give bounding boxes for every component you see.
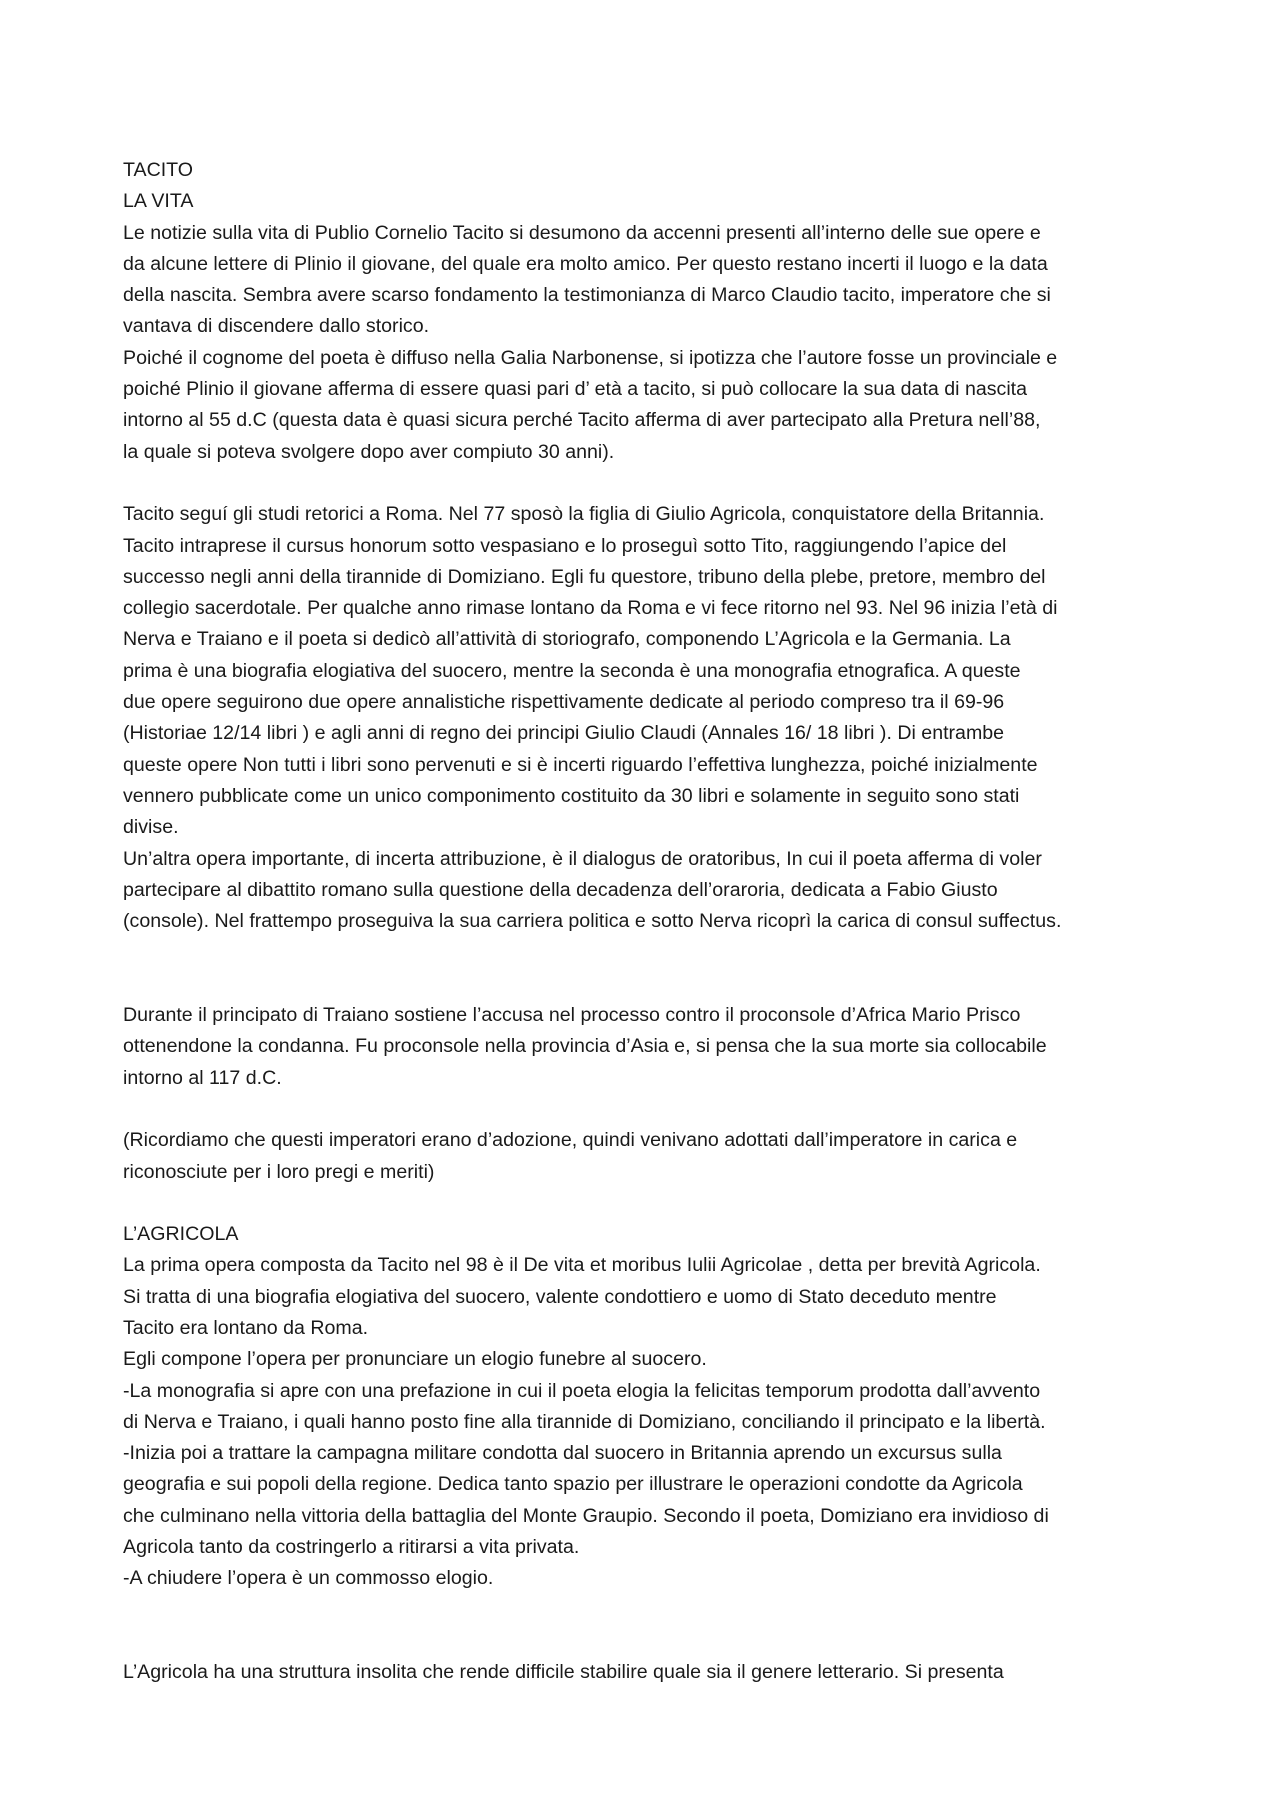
blank-line xyxy=(123,937,1173,1000)
text-line: Poiché il cognome del poeta è diffuso nella Galia Narbonense, si ipotizza che l’autore fosse un provinciale e xyxy=(123,346,1058,369)
paragraph-2 xyxy=(123,343,1173,468)
paragraph-7 xyxy=(123,1250,1173,1594)
text-line: intorno al 117 d.C. xyxy=(123,1066,282,1089)
text-line: di Nerva e Traiano, i quali hanno posto fine alla tirannide di Domiziano, conciliando il principato e la libertà. xyxy=(123,1410,1046,1433)
text-line: (console). Nel frattempo proseguiva la sua carriera politica e sotto Nerva ricoprì la carica di consul suffectus. xyxy=(123,910,1062,933)
text-line: Durante il principato di Traiano sostiene l’accusa nel processo contro il proconsole d’Africa Mario Prisco xyxy=(123,1004,1021,1027)
text-line: riconosciute per i loro pregi e meriti) xyxy=(123,1160,435,1183)
text-line: Tacito intraprese il cursus honorum sotto vespasiano e lo proseguì sotto Tito, raggiungendo l’apice del xyxy=(123,534,1007,557)
text-line: -A chiudere l’opera è un commosso elogio. xyxy=(123,1567,494,1590)
text-line: La prima opera composta da Tacito nel 98 è il De vita et moribus Iulii Agricolae , detta per brevità Agricola. xyxy=(123,1254,1041,1277)
text-line: L’Agricola ha una struttura insolita che rende difficile stabilire quale sia il genere letterario. Si presenta xyxy=(123,1661,1004,1684)
paragraph-8 xyxy=(123,1657,1173,1688)
section-heading-agricola: L’AGRICOLA xyxy=(123,1223,239,1246)
text-line: -Inizia poi a trattare la campagna militare condotta dal suocero in Britannia aprendo un excursus sulla xyxy=(123,1442,1002,1465)
text-line: vantava di discendere dallo storico. xyxy=(123,315,430,338)
paragraph-5 xyxy=(123,1000,1173,1094)
blank-line xyxy=(123,1595,1173,1658)
text-line: prima è una biografia elogiativa del suocero, mentre la seconda è una monografia etnografica. A queste xyxy=(123,659,1021,682)
text-line: divise. xyxy=(123,816,179,839)
paragraph-3 xyxy=(123,499,1173,843)
text-line: geografia e sui popoli della regione. Dedica tanto spazio per illustrare le operazioni condotte da Agricola xyxy=(123,1473,1023,1496)
document-title: TACITO xyxy=(123,159,194,181)
text-line: che culminano nella vittoria della battaglia del Monte Graupio. Secondo il poeta, Domiziano era invidioso di xyxy=(123,1504,1049,1527)
text-line: queste opere Non tutti i libri sono pervenuti e si è incerti riguardo l’effettiva lunghezza, poiché inizialmente xyxy=(123,753,1038,776)
text-line: vennero pubblicate come un unico componimento costituito da 30 libri e solamente in seguito sono stati xyxy=(123,784,1020,807)
text-line: da alcune lettere di Plinio il giovane, del quale era molto amico. Per questo restano incerti il luogo e la data xyxy=(123,252,1048,275)
text-line: -La monografia si apre con una prefazione in cui il poeta elogia la felicitas temporum prodotta dall’avvento xyxy=(123,1379,1041,1402)
text-line: (Historiae 12/14 libri ) e agli anni di regno dei principi Giulio Claudi (Annales 16/ 18 libri ). Di entrambe xyxy=(123,722,1005,745)
text-line: due opere seguirono due opere annalistiche rispettivamente dedicate al periodo compreso tra il 69-96 xyxy=(123,691,1005,714)
text-line: partecipare al dibattito romano sulla questione della decadenza dell’oraroria, dedicata a Fabio Giusto xyxy=(123,878,998,901)
text-line: Le notizie sulla vita di Publio Cornelio Tacito si desumono da accenni presenti all’interno delle sue opere e xyxy=(123,221,1041,244)
text-line: Si tratta di una biografia elogiativa del suocero, valente condottiero e uomo di Stato deceduto mentre xyxy=(123,1285,997,1308)
document-page xyxy=(123,155,1173,1689)
text-line: Tacito era lontano da Roma. xyxy=(123,1316,369,1339)
paragraph-4 xyxy=(123,844,1173,938)
paragraph-1 xyxy=(123,218,1173,343)
text-line: Nerva e Traiano e il poeta si dedicò all’attività di storiografo, componendo L’Agricola e la Germania. La xyxy=(123,628,1011,651)
text-line: la quale si poteva svolgere dopo aver compiuto 30 anni). xyxy=(123,440,615,463)
text-line: ottenendone la condanna. Fu proconsole nella provincia d’Asia e, si pensa che la sua morte sia collocabile xyxy=(123,1035,1047,1058)
text-line: poiché Plinio il giovane afferma di essere quasi pari d’ età a tacito, si può collocare la sua data di nascita xyxy=(123,378,1028,401)
text-line: Agricola tanto da costringerlo a ritirarsi a vita privata. xyxy=(123,1536,580,1559)
text-line: successo negli anni della tirannide di Domiziano. Egli fu questore, tribuno della plebe, pretore, membro del xyxy=(123,565,1046,588)
text-line: Un’altra opera importante, di incerta attribuzione, è il dialogus de oratoribus, In cui il poeta afferma di voler xyxy=(123,847,1042,870)
text-line: intorno al 55 d.C (questa data è quasi sicura perché Tacito afferma di aver partecipato alla Pretura nell’88, xyxy=(123,409,1041,432)
paragraph-6 xyxy=(123,1125,1173,1188)
blank-line xyxy=(123,1094,1173,1125)
text-line: (Ricordiamo che questi imperatori erano d’adozione, quindi venivano adottati dall’imperatore in carica e xyxy=(123,1129,1018,1152)
text-line: della nascita. Sembra avere scarso fondamento la testimonianza di Marco Claudio tacito, imperatore che si xyxy=(123,284,1051,307)
blank-line xyxy=(123,468,1173,499)
section-heading-vita: LA VITA xyxy=(123,190,194,213)
text-line: collegio sacerdotale. Per qualche anno rimase lontano da Roma e vi fece ritorno nel 93. Nel 96 inizia l’età di xyxy=(123,597,1058,620)
text-line: Tacito seguí gli studi retorici a Roma. Nel 77 sposò la figlia di Giulio Agricola, conquistatore della Britannia. xyxy=(123,503,1045,526)
text-line: Egli compone l’opera per pronunciare un elogio funebre al suocero. xyxy=(123,1348,707,1371)
blank-line xyxy=(123,1188,1173,1219)
